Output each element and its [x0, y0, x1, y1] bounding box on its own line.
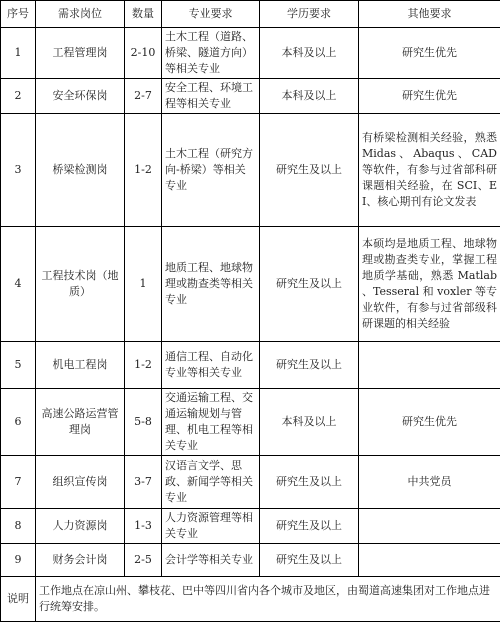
cell-education: 研究生及以上 [260, 456, 359, 509]
cell-other [359, 509, 500, 544]
cell-index: 3 [1, 114, 36, 227]
header-other: 其他要求 [359, 1, 500, 28]
cell-index: 5 [1, 342, 36, 389]
cell-count: 2-5 [125, 544, 162, 577]
cell-other: 研究生优先 [359, 79, 500, 114]
cell-index: 7 [1, 456, 36, 509]
note-text: 工作地点在凉山州、攀枝花、巴中等四川省内各个城市及地区，由蜀道高速集团对工作地点进行统筹安排。 [36, 577, 500, 622]
cell-education: 本科及以上 [260, 79, 359, 114]
cell-position: 桥梁检测岗 [36, 114, 125, 227]
cell-count: 2-10 [125, 28, 162, 79]
cell-count: 1-2 [125, 342, 162, 389]
cell-major: 土木工程（研究方向-桥梁）等相关专业 [162, 114, 260, 227]
cell-other: 有桥梁检测相关经验，熟悉 Midas、Abaqus、CAD 等软件，有参与过省部科研课题相关经验，在 SCI、EI、核心期刊有论文发表 [359, 114, 500, 227]
cell-education: 研究生及以上 [260, 544, 359, 577]
cell-major: 通信工程、自动化专业等相关专业 [162, 342, 260, 389]
table-row [1, 79, 500, 114]
cell-education: 研究生及以上 [260, 509, 359, 544]
cell-other [359, 342, 500, 389]
table-row [1, 342, 500, 389]
note-row [1, 577, 500, 622]
cell-major: 会计学等相关专业 [162, 544, 260, 577]
table-row [1, 389, 500, 456]
cell-position: 工程技术岗（地质） [36, 227, 125, 342]
cell-position: 工程管理岗 [36, 28, 125, 79]
header-education: 学历要求 [260, 1, 359, 28]
cell-count: 5-8 [125, 389, 162, 456]
cell-index: 9 [1, 544, 36, 577]
table-row [1, 227, 500, 342]
cell-education: 本科及以上 [260, 28, 359, 79]
header-position: 需求岗位 [36, 1, 125, 28]
cell-other [359, 544, 500, 577]
cell-position: 安全环保岗 [36, 79, 125, 114]
cell-position: 高速公路运营管理岗 [36, 389, 125, 456]
table-row [1, 28, 500, 79]
cell-major: 土木工程（道路、桥梁、隧道方向）等相关专业 [162, 28, 260, 79]
cell-other: 中共党员 [359, 456, 500, 509]
cell-position: 财务会计岗 [36, 544, 125, 577]
cell-position: 机电工程岗 [36, 342, 125, 389]
cell-index: 4 [1, 227, 36, 342]
cell-education: 研究生及以上 [260, 114, 359, 227]
cell-count: 1-3 [125, 509, 162, 544]
cell-education: 研究生及以上 [260, 342, 359, 389]
cell-position: 人力资源岗 [36, 509, 125, 544]
note-label: 说明 [1, 577, 36, 622]
cell-major: 交通运输工程、交通运输规划与管理、机电工程等相关专业 [162, 389, 260, 456]
cell-other: 本硕均是地质工程、地球物理或勘查类专业，掌握工程地质学基础，熟悉 Matlab 、Tesseral 和 voxler 等专业软件，有参与过省部级科研课题的相关经验 [359, 227, 500, 342]
cell-major: 地质工程、地球物理或勘查类等相关专业 [162, 227, 260, 342]
cell-index: 8 [1, 509, 36, 544]
table-row [1, 114, 500, 227]
cell-count: 3-7 [125, 456, 162, 509]
cell-count: 1 [125, 227, 162, 342]
cell-index: 2 [1, 79, 36, 114]
header-count: 数量 [125, 1, 162, 28]
cell-index: 1 [1, 28, 36, 79]
cell-count: 2-7 [125, 79, 162, 114]
cell-count: 1-2 [125, 114, 162, 227]
cell-major: 人力资源管理等相关专业 [162, 509, 260, 544]
header-major: 专业要求 [162, 1, 260, 28]
cell-major: 汉语言文学、思政、新闻学等相关专业 [162, 456, 260, 509]
header-index: 序号 [1, 1, 36, 28]
cell-education: 本科及以上 [260, 389, 359, 456]
table-row [1, 544, 500, 577]
table-row [1, 456, 500, 509]
table-row [1, 509, 500, 544]
header-row [1, 1, 500, 28]
cell-major: 安全工程、环境工程等相关专业 [162, 79, 260, 114]
cell-index: 6 [1, 389, 36, 456]
cell-education: 研究生及以上 [260, 227, 359, 342]
cell-position: 组织宣传岗 [36, 456, 125, 509]
cell-other: 研究生优先 [359, 28, 500, 79]
cell-other: 研究生优先 [359, 389, 500, 456]
